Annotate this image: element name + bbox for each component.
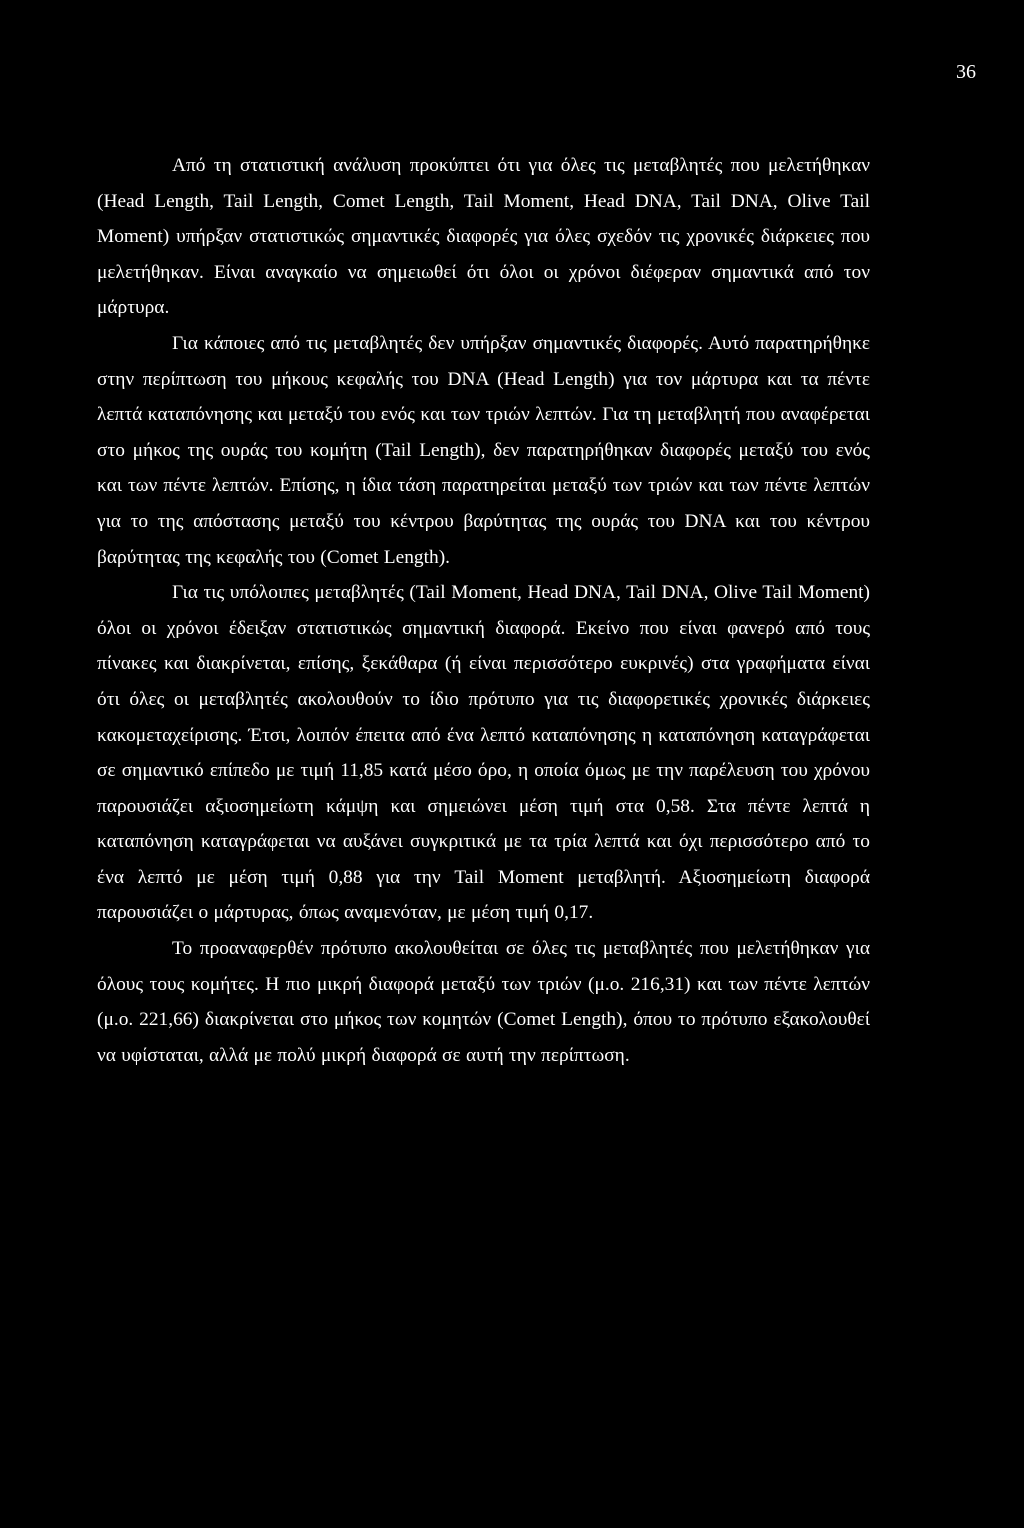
page-number: 36: [956, 61, 976, 83]
paragraph-statistical-analysis: Από τη στατιστική ανάλυση προκύπτει ότι για όλες τις μεταβλητές που μελετήθηκαν (Head Length, Tail Length, Comet Length, Tail Moment, Head DNA, Tail DNA, Olive Tail Moment) υπήρξαν στατιστικώς σημαντικές διαφορές για όλες σχεδόν τις χρονικές διάρκειες που μελετήθηκαν. Είναι αναγκαίο να σημειωθεί ότι όλοι οι χρόνοι διέφεραν σημαντικά από τον μάρτυρα.: [97, 155, 870, 319]
paragraph-remaining-variables: Για τις υπόλοιπες μεταβλητές (Tail Moment, Head DNA, Tail DNA, Olive Tail Moment) όλοι οι χρόνοι έδειξαν στατιστικώς σημαντική διαφορά. Εκείνο που είναι φανερό από τους πίνακες και διακρίνεται, επίσης, ξεκάθαρα (ή είναι περισσότερο ευκρινές) στα γραφήματα είναι ότι όλες οι μεταβλητές ακολουθούν το ίδιο πρότυπο για τις διαφορετικές χρονικές διάρκειες κακομεταχείρισης. Έτσι, λοιπόν έπειτα από ένα λεπτό καταπόνησης η καταπόνηση καταγράφεται σε σημαντικό επίπεδο με τιμή 11,85 κατά μέσο όρο, η οποία όμως με την παρέλευση του χρόνου παρουσιάζει αξιοσημείωτη κάμψη και σημειώνει μέση τιμή στα 0,58. Στα πέντε λεπτά η καταπόνηση καταγράφεται να αυξάνει συγκριτικά με τα τρία λεπτά και όχι περισσότερο από το ένα λεπτό με μέση τιμή 0,88 για την Tail Moment μεταβλητή. Αξιοσημείωτη διαφορά παρουσιάζει ο μάρτυρας, όπως αναμενόταν, με μέση τιμή 0,17.: [97, 582, 870, 924]
body-text: [97, 148, 870, 1073]
paragraph-no-differences: Για κάποιες από τις μεταβλητές δεν υπήρξαν σημαντικές διαφορές. Αυτό παρατηρήθηκε στην περίπτωση του μήκους κεφαλής του DNA (Head Length) για τον μάρτυρα και τα πέντε λεπτά καταπόνησης και μεταξύ του ενός και των τριών λεπτών. Για τη μεταβλητή που αναφέρεται στο μήκος της ουράς του κομήτη (Tail Length), δεν παρατηρήθηκαν διαφορές μεταξύ του ενός και των πέντε λεπτών. Επίσης, η ίδια τάση παρατηρείται μεταξύ των τριών και των πέντε λεπτών για το της απόστασης μεταξύ του κέντρου βαρύτητας της ουράς του DNA και του κέντρου βαρύτητας της κεφαλής του (Comet Length).: [97, 332, 870, 568]
paragraph-pattern-summary: Το προαναφερθέν πρότυπο ακολουθείται σε όλες τις μεταβλητές που μελετήθηκαν για όλους τους κομήτες. Η πιο μικρή διαφορά μεταξύ των τριών (μ.ο. 216,31) και των πέντε λεπτών (μ.ο. 221,66) διακρίνεται στο μήκος των κομητών (Comet Length), όπου το πρότυπο εξακολουθεί να υφίσταται, αλλά με πολύ μικρή διαφορά σε αυτή την περίπτωση.: [97, 938, 870, 1066]
